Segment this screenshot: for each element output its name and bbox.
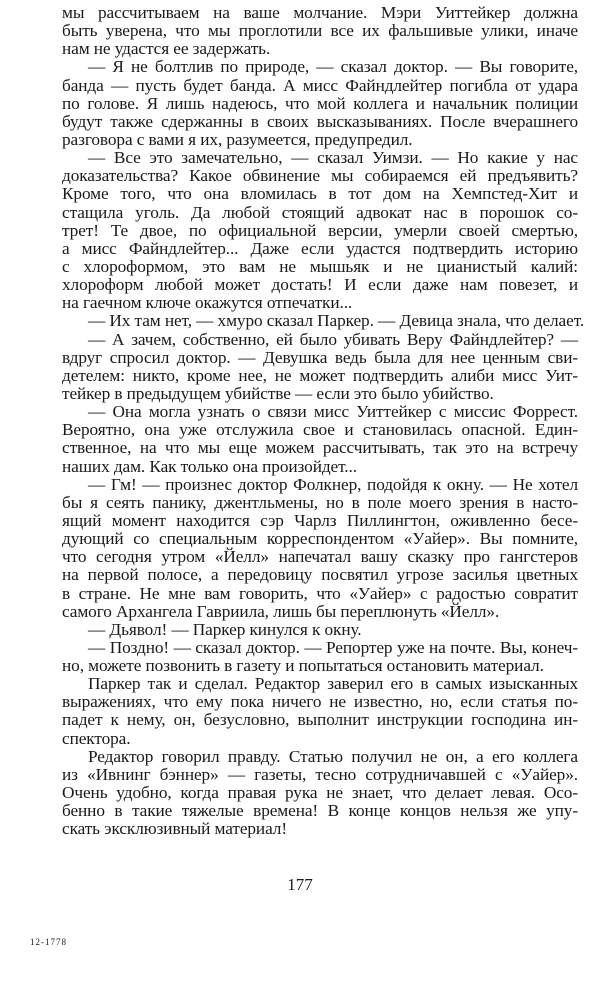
text-line: но, можете позвонить в газету и попытаться остановить материал. [62,656,544,676]
text-line: на первой полосе, а передовицу посвятил угрозе засилья цветных [62,565,578,585]
text-line: будут также сдержанны в своих высказываниях. После вчерашнего [62,111,578,131]
text-line: скать эксклюзивный материал! [62,819,287,839]
paragraph [62,58,578,149]
text-line: самого Архангела Гавриила, лишь бы переплюнуть «Йелл». [62,601,500,621]
text-line: Вероятно, она уже отслужила свое и становилась опасной. Един- [62,420,578,440]
text-line: по голове. Я лишь надеюсь, что мой коллега и начальник полиции [62,93,578,113]
text-line: доказательства? Какое обвинение мы собираемся ей предъявить? [62,166,578,186]
text-line: ственное, на что мы еще можем рассчитывать, так это на встречу [62,438,578,458]
paragraph [62,403,578,476]
text-line: из «Ивнинг бэннер» — газеты, тесно сотрудничавшей с «Уайер». [62,764,578,784]
text-line: — А зачем, собственно, ей было убивать Веру Файндлейтер? — [88,329,578,349]
text-line: банда — пусть будет банда. А мисс Файндлейтер погибла от удара [62,75,578,95]
text-line: хлороформ любой может достать! И если даже нам повезет, и [62,275,578,295]
text-line: в стране. Не мне вам говорить, что «Уайер» с радостью совратит [62,583,578,603]
text-line: — Дьявол! — Паркер кинулся к окну. [88,619,362,639]
printer-signature-mark: 12-1778 [30,937,67,947]
page-number: 177 [287,875,313,894]
text-line: стащила уголь. Да любой стоящий адвокат нас в порошок со- [62,202,578,222]
paragraph [62,748,578,839]
text-line: наших дам. Как только она произойдет... [62,456,357,476]
paragraph [62,4,578,58]
text-line: вдруг спросил доктор. — Девушка ведь была для нее ценным сви- [62,347,578,367]
text-line: нам не удастся ее задержать. [62,39,271,59]
text-line: бы я сеять панику, джентльмены, но в поле моего зрения в насто- [62,492,578,512]
text-line: дующий со специальным корреспондентом «Уайер». Вы помните, [62,529,578,549]
text-line: на гаечном ключе окажутся отпечатки... [62,293,353,313]
text-line: — Поздно! — сказал доктор. — Репортер уже на почте. Вы, конеч- [88,637,578,657]
body-text [62,3,585,839]
text-line: Очень удобно, когда правая рука не знает, что делает левая. Осо- [62,783,578,803]
text-line: падет к нему, он, безусловно, выполнит инструкции господина ин- [62,710,578,730]
text-line: тейкер в предыдущем убийстве — если это было убийство. [62,383,494,403]
text-line: Паркер так и сделал. Редактор заверил его в самых изысканных [88,674,578,694]
paragraph [62,639,578,675]
paragraph [62,149,578,312]
text-line: Кроме того, что она вломилась в тот дом на Хемпстед-Хит и [62,184,578,204]
text-line: — Я не болтлив по природе, — сказал доктор. — Вы говорите, [88,57,578,77]
paragraph [62,331,578,404]
text-line: — Их там нет, — хмуро сказал Паркер. — Девица знала, что делает. [88,311,585,331]
text-line: — Все это замечательно, — сказал Уимзи. — Но какие у нас [88,148,578,168]
text-line: выражениях, что ему пока ничего не известно, но, если статья по- [62,692,578,712]
text-line: — Гм! — произнес доктор Фолкнер, подойдя к окну. — Не хотел [88,474,578,494]
text-line: ящий момент находится сэр Чарлз Пиллингтон, оживленно бесе- [62,510,578,530]
paragraph [62,621,578,639]
text-line: трет! Те двое, по официальной версии, умерли своей смертью, [62,220,578,240]
text-line: бенно в такие тяжелые времена! В конце концов нельзя же упу- [62,801,578,821]
text-line: а мисс Файндлейтер... Даже если удастся подтвердить историю [62,238,578,258]
text-line: что сегодня утром «Йелл» напечатал вашу сказку про гангстеров [62,547,578,567]
paragraph [62,675,578,748]
paragraph [62,311,585,331]
text-line: спектора. [62,728,131,748]
text-line: мы рассчитываем на ваше молчание. Мэри Уиттейкер должна [62,3,578,22]
text-line: с хлороформом, это вам не мышьяк и не цианистый калий: [62,256,578,276]
paragraph [62,476,578,621]
text-line: быть уверена, что мы проглотили все их фальшивые улики, иначе [62,21,578,41]
text-line: разговора с вами я их, разумеется, предупредил. [62,129,413,149]
text-line: Редактор говорил правду. Статью получил не он, а его коллега [88,746,578,766]
text-line: детелем: никто, кроме нее, не может подтвердить алиби мисс Уит- [62,365,578,385]
text-line: — Она могла узнать о связи мисс Уиттейкер с миссис Форрест. [88,402,578,422]
